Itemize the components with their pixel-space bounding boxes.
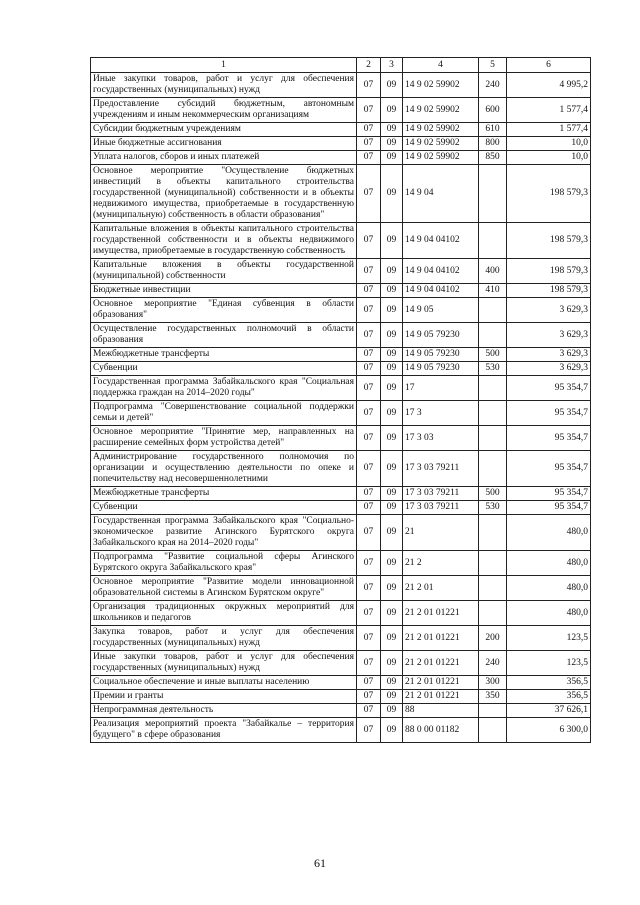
row-section: 07 <box>357 284 381 298</box>
row-subsection: 09 <box>381 123 403 137</box>
table-row <box>91 601 591 626</box>
row-name: Субсидии бюджетным учреждениям <box>91 123 357 137</box>
table-row <box>91 487 591 501</box>
row-name: Предоставление субсидий бюджетным, автономным учреждениям и иным некоммерческим организациям <box>91 98 357 123</box>
row-expense-type: 600 <box>479 98 507 123</box>
row-subsection: 09 <box>381 323 403 348</box>
row-subsection: 09 <box>381 259 403 284</box>
row-name: Межбюджетные трансферты <box>91 348 357 362</box>
row-section: 07 <box>357 551 381 576</box>
page-number: 61 <box>314 856 326 870</box>
row-target-article: 21 2 01 01221 <box>403 676 479 690</box>
header-col-5: 5 <box>479 58 507 73</box>
table-row <box>91 298 591 323</box>
row-expense-type <box>479 165 507 223</box>
row-subsection: 09 <box>381 401 403 426</box>
header-col-1: 1 <box>91 58 357 73</box>
table-row <box>91 323 591 348</box>
row-expense-type: 410 <box>479 284 507 298</box>
row-section: 07 <box>357 704 381 718</box>
row-name: Основное мероприятие "Единая субвенция в области образования" <box>91 298 357 323</box>
row-subsection: 09 <box>381 73 403 98</box>
row-name: Основное мероприятие "Принятие мер, направленных на расширение семейных форм устройства детей" <box>91 426 357 451</box>
row-subsection: 09 <box>381 601 403 626</box>
row-amount: 1 577,4 <box>507 123 591 137</box>
row-subsection: 09 <box>381 451 403 487</box>
row-target-article: 88 <box>403 704 479 718</box>
row-amount: 123,5 <box>507 651 591 676</box>
row-expense-type <box>479 426 507 451</box>
table-row <box>91 98 591 123</box>
row-subsection: 09 <box>381 137 403 151</box>
row-amount: 198 579,3 <box>507 284 591 298</box>
row-amount: 3 629,3 <box>507 323 591 348</box>
row-section: 07 <box>357 362 381 376</box>
row-name: Иные бюджетные ассигнования <box>91 137 357 151</box>
row-section: 07 <box>357 123 381 137</box>
row-target-article: 21 <box>403 515 479 551</box>
row-target-article: 14 9 04 04102 <box>403 223 479 259</box>
row-amount: 95 354,7 <box>507 426 591 451</box>
row-target-article: 17 3 03 79211 <box>403 487 479 501</box>
row-amount: 3 629,3 <box>507 298 591 323</box>
table-row <box>91 690 591 704</box>
table-row <box>91 515 591 551</box>
table-row <box>91 137 591 151</box>
row-expense-type <box>479 401 507 426</box>
row-amount: 4 995,2 <box>507 73 591 98</box>
row-amount: 198 579,3 <box>507 165 591 223</box>
row-name: Капитальные вложения в объекты государственной (муниципальной) собственности <box>91 259 357 284</box>
row-expense-type <box>479 576 507 601</box>
row-target-article: 21 2 01 <box>403 576 479 601</box>
row-subsection: 09 <box>381 487 403 501</box>
row-expense-type: 530 <box>479 501 507 515</box>
table-row <box>91 501 591 515</box>
row-section: 07 <box>357 626 381 651</box>
row-expense-type: 400 <box>479 259 507 284</box>
row-name: Организация традиционных окружных мероприятий для школьников и педагогов <box>91 601 357 626</box>
row-target-article: 21 2 01 01221 <box>403 651 479 676</box>
row-target-article: 17 3 03 79211 <box>403 501 479 515</box>
row-amount: 95 354,7 <box>507 501 591 515</box>
row-expense-type <box>479 551 507 576</box>
row-amount: 356,5 <box>507 690 591 704</box>
row-expense-type <box>479 298 507 323</box>
row-amount: 480,0 <box>507 576 591 601</box>
row-subsection: 09 <box>381 515 403 551</box>
row-section: 07 <box>357 151 381 165</box>
row-section: 07 <box>357 98 381 123</box>
row-subsection: 09 <box>381 551 403 576</box>
table-row <box>91 651 591 676</box>
row-amount: 95 354,7 <box>507 376 591 401</box>
row-name: Премии и гранты <box>91 690 357 704</box>
row-expense-type <box>479 601 507 626</box>
row-amount: 198 579,3 <box>507 223 591 259</box>
row-name: Подпрограмма "Развитие социальной сферы Агинского Бурятского округа Забайкальского края" <box>91 551 357 576</box>
row-expense-type: 850 <box>479 151 507 165</box>
row-subsection: 09 <box>381 651 403 676</box>
row-expense-type: 240 <box>479 73 507 98</box>
row-subsection: 09 <box>381 676 403 690</box>
row-name: Подпрограмма "Совершенствование социальной поддержки семьи и детей" <box>91 401 357 426</box>
row-amount: 10,0 <box>507 151 591 165</box>
row-expense-type <box>479 704 507 718</box>
row-name: Бюджетные инвестиции <box>91 284 357 298</box>
row-expense-type: 350 <box>479 690 507 704</box>
row-expense-type: 800 <box>479 137 507 151</box>
row-amount: 95 354,7 <box>507 401 591 426</box>
row-name: Иные закупки товаров, работ и услуг для обеспечения государственных (муниципальных) нужд <box>91 651 357 676</box>
row-section: 07 <box>357 259 381 284</box>
row-target-article: 14 9 04 04102 <box>403 259 479 284</box>
row-expense-type: 200 <box>479 626 507 651</box>
row-name: Государственная программа Забайкальского края "Социальная поддержка граждан на 2014–2020 годы" <box>91 376 357 401</box>
table-row <box>91 676 591 690</box>
row-target-article: 14 9 02 59902 <box>403 137 479 151</box>
header-col-4: 4 <box>403 58 479 73</box>
row-target-article: 14 9 02 59902 <box>403 151 479 165</box>
row-target-article: 14 9 05 79230 <box>403 348 479 362</box>
row-target-article: 14 9 02 59902 <box>403 123 479 137</box>
row-target-article: 21 2 01 01221 <box>403 690 479 704</box>
row-target-article: 21 2 <box>403 551 479 576</box>
row-target-article: 14 9 04 04102 <box>403 284 479 298</box>
table-row <box>91 426 591 451</box>
table-row <box>91 73 591 98</box>
row-expense-type: 610 <box>479 123 507 137</box>
table-row <box>91 576 591 601</box>
row-section: 07 <box>357 137 381 151</box>
row-amount: 198 579,3 <box>507 259 591 284</box>
row-subsection: 09 <box>381 576 403 601</box>
row-expense-type: 530 <box>479 362 507 376</box>
table-header <box>91 58 591 73</box>
budget-table <box>90 57 591 743</box>
table-row <box>91 348 591 362</box>
row-name: Основное мероприятие "Осуществление бюджетных инвестиций в объекты капитального строительства государственной (муниципальной) собственности и в объекты недвижимого имущества, приобретаемые в государственную (муниципальную) собственность в области образования" <box>91 165 357 223</box>
row-section: 07 <box>357 651 381 676</box>
row-name: Иные закупки товаров, работ и услуг для обеспечения государственных (муниципальных) нужд <box>91 73 357 98</box>
table-row <box>91 626 591 651</box>
table-row <box>91 165 591 223</box>
row-amount: 6 300,0 <box>507 718 591 743</box>
row-target-article: 14 9 02 59902 <box>403 98 479 123</box>
row-section: 07 <box>357 718 381 743</box>
row-name: Реализация мероприятий проекта "Забайкалье – территория будущего" в сфере образования <box>91 718 357 743</box>
row-subsection: 09 <box>381 362 403 376</box>
row-name: Субвенции <box>91 501 357 515</box>
row-expense-type <box>479 223 507 259</box>
row-section: 07 <box>357 601 381 626</box>
row-name: Государственная программа Забайкальского края "Социально-экономическое развитие Агинского Бурятского округа Забайкальского края на 2014–2020 годы" <box>91 515 357 551</box>
row-subsection: 09 <box>381 98 403 123</box>
row-amount: 480,0 <box>507 601 591 626</box>
row-section: 07 <box>357 487 381 501</box>
table-row <box>91 551 591 576</box>
row-section: 07 <box>357 223 381 259</box>
table-row <box>91 376 591 401</box>
table-row <box>91 223 591 259</box>
row-name: Непрограммная деятельность <box>91 704 357 718</box>
row-amount: 3 629,3 <box>507 362 591 376</box>
header-col-2: 2 <box>357 58 381 73</box>
row-subsection: 09 <box>381 376 403 401</box>
row-subsection: 09 <box>381 298 403 323</box>
row-subsection: 09 <box>381 151 403 165</box>
row-name: Межбюджетные трансферты <box>91 487 357 501</box>
table-row <box>91 284 591 298</box>
header-row <box>91 58 591 73</box>
row-section: 07 <box>357 401 381 426</box>
row-subsection: 09 <box>381 704 403 718</box>
row-section: 07 <box>357 376 381 401</box>
header-col-3: 3 <box>381 58 403 73</box>
row-target-article: 17 3 <box>403 401 479 426</box>
row-amount: 1 577,4 <box>507 98 591 123</box>
row-subsection: 09 <box>381 690 403 704</box>
row-target-article: 14 9 05 <box>403 298 479 323</box>
row-section: 07 <box>357 576 381 601</box>
row-amount: 480,0 <box>507 551 591 576</box>
row-target-article: 14 9 05 79230 <box>403 323 479 348</box>
row-expense-type: 500 <box>479 348 507 362</box>
row-subsection: 09 <box>381 501 403 515</box>
row-name: Основное мероприятие "Развитие модели инновационной образовательной системы в Агинском Бурятском округе" <box>91 576 357 601</box>
row-subsection: 09 <box>381 284 403 298</box>
row-subsection: 09 <box>381 348 403 362</box>
row-target-article: 17 3 03 <box>403 426 479 451</box>
row-name: Уплата налогов, сборов и иных платежей <box>91 151 357 165</box>
row-name: Администрирование государственного полномочия по организации и осуществлению деятельности по опеке и попечительству над несовершеннолетними <box>91 451 357 487</box>
table-row <box>91 401 591 426</box>
row-subsection: 09 <box>381 626 403 651</box>
table-row <box>91 704 591 718</box>
row-amount: 480,0 <box>507 515 591 551</box>
row-subsection: 09 <box>381 426 403 451</box>
row-amount: 95 354,7 <box>507 451 591 487</box>
row-expense-type <box>479 718 507 743</box>
row-name: Закупка товаров, работ и услуг для обеспечения государственных (муниципальных) нужд <box>91 626 357 651</box>
row-target-article: 14 9 04 <box>403 165 479 223</box>
table-row <box>91 451 591 487</box>
row-amount: 37 626,1 <box>507 704 591 718</box>
row-target-article: 88 0 00 01182 <box>403 718 479 743</box>
row-section: 07 <box>357 323 381 348</box>
row-name: Осуществление государственных полномочий в области образования <box>91 323 357 348</box>
table-body <box>91 73 591 743</box>
row-section: 07 <box>357 690 381 704</box>
row-section: 07 <box>357 501 381 515</box>
row-target-article: 17 <box>403 376 479 401</box>
row-subsection: 09 <box>381 165 403 223</box>
row-expense-type <box>479 451 507 487</box>
row-subsection: 09 <box>381 223 403 259</box>
row-amount: 356,5 <box>507 676 591 690</box>
row-section: 07 <box>357 298 381 323</box>
row-target-article: 14 9 02 59902 <box>403 73 479 98</box>
row-amount: 10,0 <box>507 137 591 151</box>
row-name: Субвенции <box>91 362 357 376</box>
row-section: 07 <box>357 165 381 223</box>
row-subsection: 09 <box>381 718 403 743</box>
table-row <box>91 259 591 284</box>
row-expense-type <box>479 376 507 401</box>
table-row <box>91 362 591 376</box>
row-section: 07 <box>357 676 381 690</box>
table-row <box>91 123 591 137</box>
row-amount: 123,5 <box>507 626 591 651</box>
row-amount: 3 629,3 <box>507 348 591 362</box>
table-row <box>91 718 591 743</box>
row-target-article: 17 3 03 79211 <box>403 451 479 487</box>
row-amount: 95 354,7 <box>507 487 591 501</box>
row-section: 07 <box>357 348 381 362</box>
row-target-article: 21 2 01 01221 <box>403 601 479 626</box>
header-col-6: 6 <box>507 58 591 73</box>
row-name: Капитальные вложения в объекты капитального строительства государственной собственности и в объекты недвижимого имущества, приобретаемые в государственную собственность <box>91 223 357 259</box>
row-section: 07 <box>357 426 381 451</box>
row-section: 07 <box>357 515 381 551</box>
row-expense-type: 500 <box>479 487 507 501</box>
row-target-article: 21 2 01 01221 <box>403 626 479 651</box>
row-section: 07 <box>357 451 381 487</box>
row-expense-type: 300 <box>479 676 507 690</box>
row-target-article: 14 9 05 79230 <box>403 362 479 376</box>
table-row <box>91 151 591 165</box>
row-section: 07 <box>357 73 381 98</box>
row-expense-type <box>479 515 507 551</box>
row-expense-type: 240 <box>479 651 507 676</box>
row-name: Социальное обеспечение и иные выплаты населению <box>91 676 357 690</box>
row-expense-type <box>479 323 507 348</box>
